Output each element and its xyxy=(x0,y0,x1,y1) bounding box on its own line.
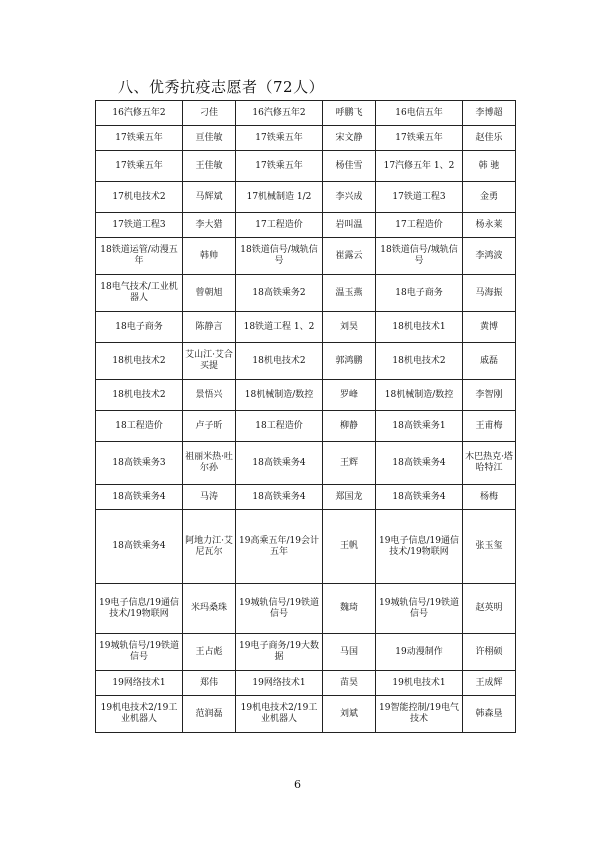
table-row xyxy=(96,151,516,182)
name-cell: 金勇 xyxy=(463,182,516,213)
table-row xyxy=(96,238,516,275)
name-cell: 陈静言 xyxy=(183,312,236,343)
class-cell: 17工程造价 xyxy=(236,213,323,238)
class-cell: 18机械制造/数控 xyxy=(236,380,323,411)
table-row xyxy=(96,213,516,238)
class-cell: 17汽修五年 1、2 xyxy=(376,151,463,182)
name-cell: 李大猎 xyxy=(183,213,236,238)
class-cell: 19城轨信号/19铁道信号 xyxy=(236,584,323,634)
class-cell: 19电子商务/19大数据 xyxy=(236,634,323,671)
name-cell: 米玛桑珠 xyxy=(183,584,236,634)
class-cell: 18电气技术/工业机器人 xyxy=(96,275,183,312)
name-cell: 卢子昕 xyxy=(183,411,236,442)
name-cell: 王佳敏 xyxy=(183,151,236,182)
class-cell: 19网络技术1 xyxy=(236,671,323,696)
class-cell: 19高乘五年/19会计五年 xyxy=(236,510,323,584)
class-cell: 18高铁乘务4 xyxy=(96,485,183,510)
class-cell: 19网络技术1 xyxy=(96,671,183,696)
class-cell: 17铁乘五年 xyxy=(96,126,183,151)
class-cell: 18铁道工程 1、2 xyxy=(236,312,323,343)
class-cell: 17机械制造 1/2 xyxy=(236,182,323,213)
name-cell: 亘佳敏 xyxy=(183,126,236,151)
name-cell: 刁佳 xyxy=(183,101,236,126)
class-cell: 19智能控制/19电气技术 xyxy=(376,696,463,733)
class-cell: 18机械制造/数控 xyxy=(376,380,463,411)
table-row xyxy=(96,380,516,411)
table-row xyxy=(96,312,516,343)
volunteer-table xyxy=(95,100,516,733)
name-cell: 罗峰 xyxy=(323,380,376,411)
name-cell: 范润磊 xyxy=(183,696,236,733)
name-cell: 宋文静 xyxy=(323,126,376,151)
name-cell: 许栩硕 xyxy=(463,634,516,671)
table-row xyxy=(96,101,516,126)
class-cell: 18机电技术2 xyxy=(376,343,463,380)
class-cell: 18铁道运管/动漫五年 xyxy=(96,238,183,275)
class-cell: 17铁道工程3 xyxy=(376,182,463,213)
name-cell: 杨永莱 xyxy=(463,213,516,238)
name-cell: 艾山江·艾合买提 xyxy=(183,343,236,380)
class-cell: 18高铁乘务3 xyxy=(96,442,183,485)
name-cell: 景悟兴 xyxy=(183,380,236,411)
name-cell: 曾朝旭 xyxy=(183,275,236,312)
volunteer-table-body xyxy=(96,101,516,733)
name-cell: 王成辉 xyxy=(463,671,516,696)
class-cell: 18机电技术1 xyxy=(376,312,463,343)
class-cell: 18高铁乘务2 xyxy=(236,275,323,312)
table-row xyxy=(96,411,516,442)
name-cell: 崔露云 xyxy=(323,238,376,275)
class-cell: 16汽修五年2 xyxy=(96,101,183,126)
name-cell: 赵英明 xyxy=(463,584,516,634)
class-cell: 17铁乘五年 xyxy=(96,151,183,182)
class-cell: 18高铁乘务4 xyxy=(376,442,463,485)
class-cell: 18工程造价 xyxy=(96,411,183,442)
name-cell: 马涛 xyxy=(183,485,236,510)
class-cell: 17铁乘五年 xyxy=(376,126,463,151)
table-row xyxy=(96,510,516,584)
table-row xyxy=(96,634,516,671)
class-cell: 17铁道工程3 xyxy=(96,213,183,238)
name-cell: 李鸿波 xyxy=(463,238,516,275)
section-title: 八、优秀抗疫志愿者（72人） xyxy=(118,78,325,96)
table-row xyxy=(96,485,516,510)
class-cell: 17铁乘五年 xyxy=(236,126,323,151)
class-cell: 18机电技术2 xyxy=(96,343,183,380)
class-cell: 18铁道信号/城轨信号 xyxy=(376,238,463,275)
name-cell: 郑伟 xyxy=(183,671,236,696)
name-cell: 刘斌 xyxy=(323,696,376,733)
class-cell: 18电子商务 xyxy=(376,275,463,312)
name-cell: 马辉斌 xyxy=(183,182,236,213)
class-cell: 17机电技术2 xyxy=(96,182,183,213)
page-number: 6 xyxy=(294,778,301,791)
name-cell: 苗昊 xyxy=(323,671,376,696)
class-cell: 19城轨信号/19铁道信号 xyxy=(96,634,183,671)
class-cell: 19机电技术2/19工业机器人 xyxy=(96,696,183,733)
name-cell: 柳静 xyxy=(323,411,376,442)
table-row xyxy=(96,671,516,696)
class-cell: 16电信五年 xyxy=(376,101,463,126)
name-cell: 张玉玺 xyxy=(463,510,516,584)
name-cell: 王辉 xyxy=(323,442,376,485)
class-cell: 17铁乘五年 xyxy=(236,151,323,182)
class-cell: 18高铁乘务4 xyxy=(236,485,323,510)
class-cell: 18高铁乘务4 xyxy=(376,485,463,510)
class-cell: 18电子商务 xyxy=(96,312,183,343)
name-cell: 王帆 xyxy=(323,510,376,584)
name-cell: 王占彪 xyxy=(183,634,236,671)
class-cell: 18机电技术2 xyxy=(96,380,183,411)
name-cell: 马国 xyxy=(323,634,376,671)
table-row xyxy=(96,442,516,485)
name-cell: 韩森垦 xyxy=(463,696,516,733)
class-cell: 19机电技术2/19工业机器人 xyxy=(236,696,323,733)
name-cell: 阿地力江·艾尼瓦尔 xyxy=(183,510,236,584)
name-cell: 戚磊 xyxy=(463,343,516,380)
class-cell: 19城轨信号/19铁道信号 xyxy=(376,584,463,634)
name-cell: 黄博 xyxy=(463,312,516,343)
table-row xyxy=(96,343,516,380)
name-cell: 郭鸿鹏 xyxy=(323,343,376,380)
class-cell: 19动漫制作 xyxy=(376,634,463,671)
class-cell: 18高铁乘务4 xyxy=(236,442,323,485)
class-cell: 18铁道信号/城轨信号 xyxy=(236,238,323,275)
name-cell: 李博超 xyxy=(463,101,516,126)
name-cell: 王甫梅 xyxy=(463,411,516,442)
name-cell: 李兴成 xyxy=(323,182,376,213)
class-cell: 18高铁乘务4 xyxy=(96,510,183,584)
name-cell: 郑国龙 xyxy=(323,485,376,510)
name-cell: 杨佳雪 xyxy=(323,151,376,182)
name-cell: 呼鹏飞 xyxy=(323,101,376,126)
name-cell: 李智刚 xyxy=(463,380,516,411)
name-cell: 祖丽米热·吐尔孙 xyxy=(183,442,236,485)
name-cell: 韩 驰 xyxy=(463,151,516,182)
class-cell: 19电子信息/19通信技术/19物联网 xyxy=(96,584,183,634)
class-cell: 16汽修五年2 xyxy=(236,101,323,126)
name-cell: 木巴热克·塔哈特江 xyxy=(463,442,516,485)
name-cell: 杨梅 xyxy=(463,485,516,510)
class-cell: 18工程造价 xyxy=(236,411,323,442)
class-cell: 19机电技术1 xyxy=(376,671,463,696)
class-cell: 18高铁乘务1 xyxy=(376,411,463,442)
name-cell: 刘昊 xyxy=(323,312,376,343)
class-cell: 19电子信息/19通信技术/19物联网 xyxy=(376,510,463,584)
name-cell: 马海振 xyxy=(463,275,516,312)
table-row xyxy=(96,126,516,151)
class-cell: 18机电技术2 xyxy=(236,343,323,380)
table-row xyxy=(96,584,516,634)
name-cell: 温玉燕 xyxy=(323,275,376,312)
table-row xyxy=(96,696,516,733)
table-row xyxy=(96,275,516,312)
name-cell: 魏琦 xyxy=(323,584,376,634)
class-cell: 17工程造价 xyxy=(376,213,463,238)
table-row xyxy=(96,182,516,213)
name-cell: 韩帅 xyxy=(183,238,236,275)
name-cell: 岩叫温 xyxy=(323,213,376,238)
name-cell: 赵佳乐 xyxy=(463,126,516,151)
